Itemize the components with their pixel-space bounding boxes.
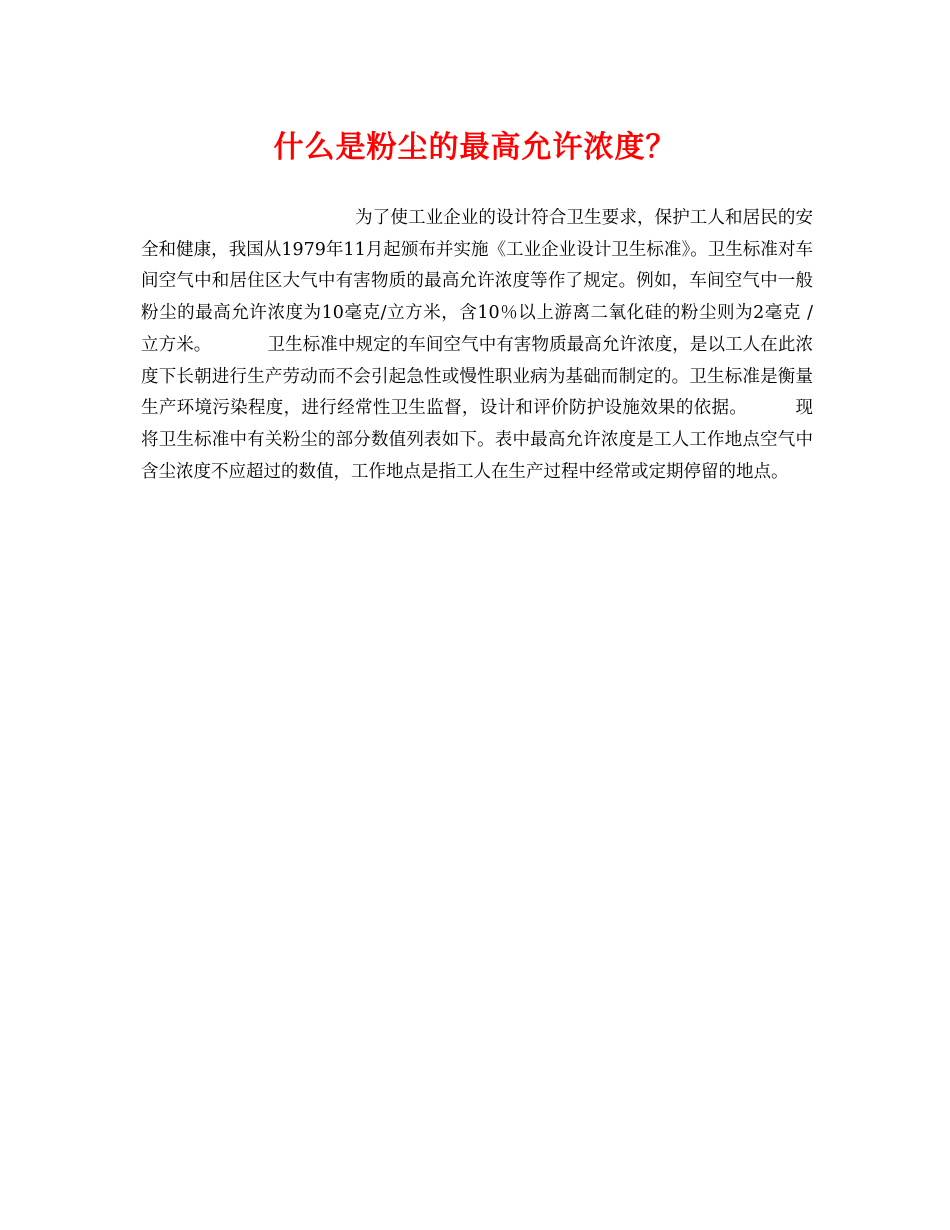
- paragraph-3: 现将卫生标准中有关粉尘的部分数值列表如下。表中最高允许浓度是工人工作地点空气中含尘浓度不应超过的数值，工作地点是指工人在生产过程中经常或定期停留的地点。: [141, 398, 814, 482]
- paragraph-1: 为了使工业企业的设计符合卫生要求，保护工人和居民的安全和健康，我国从1979年11月起颁布并实施《工业企业设计卫生标准》。卫生标准对车间空气中和居住区大气中有害物质的最高允许浓度等作了规定。例如，车间空气中一般粉尘的最高允许浓度为10毫克/立方米，含10％以上游离二氧化硅的粉尘则为2毫克 / 立方米。: [141, 208, 813, 355]
- paragraph-2: 卫生标准中规定的车间空气中有害物质最高允许浓度，是以工人在此浓度下长朝进行生产劳动而不会引起急性或慢性职业病为基础而制定的。卫生标准是衡量生产环境污染程度，进行经常性卫生监督，设计和评价防护设施效果的依据。: [141, 334, 814, 419]
- body-text: [141, 203, 813, 488]
- document-title: 什么是粉尘的最高允许浓度？: [273, 130, 677, 165]
